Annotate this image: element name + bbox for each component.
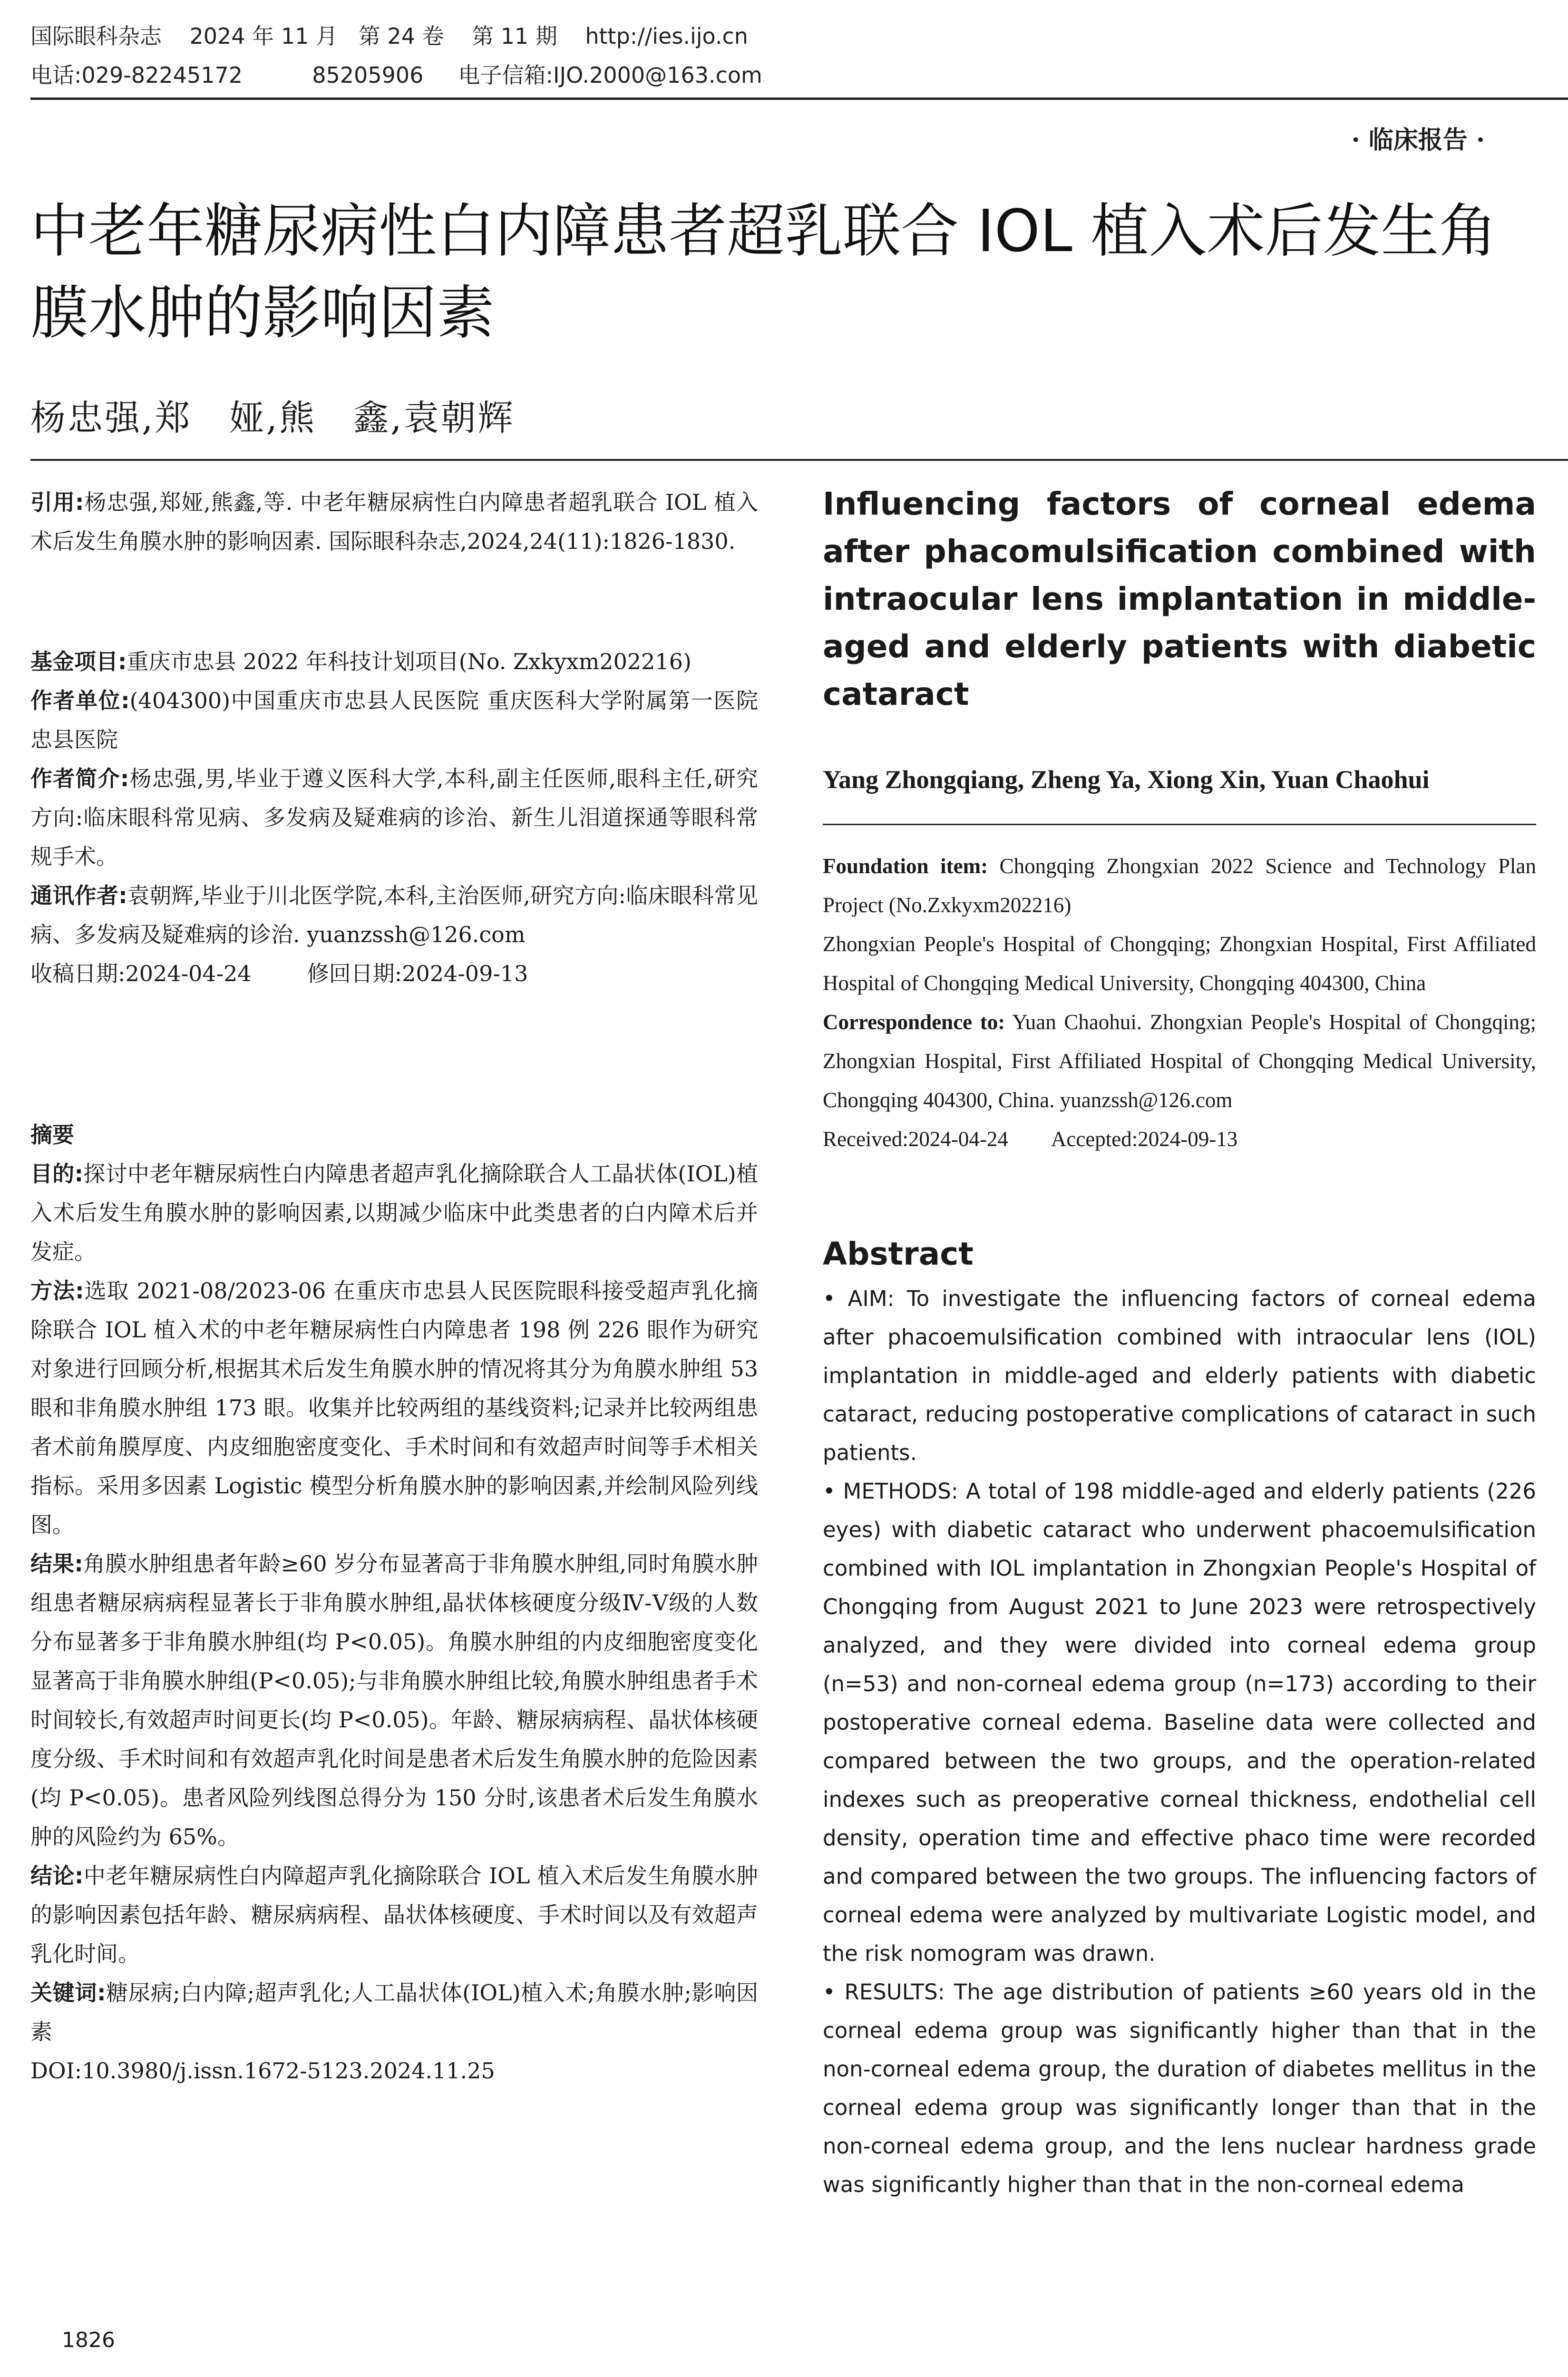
cn-aim-text: 探讨中老年糖尿病性白内障患者超声乳化摘除联合人工晶状体(IOL)植入术后发生角膜水肿的影响因素,以期减少临床中此类患者的白内障术后并发症。 (30, 1161, 758, 1265)
cn-keywords-text: 糖尿病;白内障;超声乳化;人工晶状体(IOL)植入术;角膜水肿;影响因素 (30, 1980, 758, 2045)
en-methods (823, 1472, 1536, 1973)
cn-methods-label: 方法: (30, 1278, 84, 1304)
cn-aim-label: 目的: (30, 1161, 83, 1187)
bio-label: 作者简介: (30, 766, 129, 791)
citation-text: 杨忠强,郑娅,熊鑫,等. 中老年糖尿病性白内障患者超乳联合 IOL 植入术后发生角膜水肿的影响因素. 国际眼科杂志,2024,24(11):1826-1830. (30, 489, 758, 554)
en-received: Received:2024-04-24 (823, 1127, 1008, 1151)
revised-date: 修回日期:2024-09-13 (307, 961, 528, 986)
fund-label: 基金项目: (30, 649, 127, 674)
doi: DOI:10.3980/j.issn.1672-5123.2024.11.25 (30, 2058, 495, 2084)
en-dates (823, 1120, 1536, 1159)
citation (30, 483, 758, 561)
cn-meta-block (30, 483, 758, 561)
cn-keywords-label: 关键词: (30, 1980, 106, 2006)
en-aim (823, 1279, 1536, 1472)
cn-keywords (30, 1973, 758, 2051)
en-aim-text: To investigate the influencing factors of corneal edema after phacoemulsification combined with intraocular lens (IOL) implantation in middle-aged and elderly patients with diabetic cataract, reducing postoperative complications of cataract in such patients. (823, 1286, 1536, 1465)
received-date: 收稿日期:2024-04-24 (30, 961, 252, 986)
unit-text: (404300)中国重庆市忠县人民医院 重庆医科大学附属第一医院忠县医院 (30, 688, 758, 752)
cn-methods (30, 1271, 758, 1544)
corr-text: 袁朝辉,毕业于川北医学院,本科,主治医师,研究方向:临床眼科常见病、多发病及疑难病的诊治. yuanzssh@126.com (30, 883, 758, 947)
cn-results (30, 1544, 758, 1856)
english-authors: Yang Zhongqiang, Zheng Ya, Xiong Xin, Yuan Chaohui (823, 765, 1430, 794)
cn-info-block (30, 642, 758, 993)
section-tag: · 临床报告 · (1351, 126, 1485, 155)
corr (30, 876, 758, 954)
cn-conclusion-label: 结论: (30, 1863, 84, 1889)
en-meta-block (823, 847, 1536, 1159)
en-foundation-label: Foundation item: (823, 854, 988, 878)
en-results (823, 1973, 1536, 2204)
cn-methods-text: 选取 2021-08/2023-06 在重庆市忠县人民医院眼科接受超声乳化摘除联合 IOL 植入术的中老年糖尿病性白内障患者 198 例 226 眼作为研究对象进行回顾分析,根据其术后发生角膜水肿的情况将其分为角膜水肿组 53 眼和非角膜水肿组 173 眼。收集并比较两组的基线资料;记录并比较两组患者术前角膜厚度、内皮细胞密度变化、手术时间和有效超声时间等手术相关指标。采用多因素 Logistic 模型分析角膜水肿的影响因素,并绘制风险列线图。 (30, 1278, 758, 1538)
authors-rule (823, 824, 1536, 825)
fund-text: 重庆市忠县 2022 年科技计划项目(No. Zxkyxm202216) (127, 649, 691, 674)
en-aim-label: • AIM: (823, 1286, 895, 1311)
journal-header-line1: 国际眼科杂志 2024 年 11 月 第 24 卷 第 11 期 http://ies.ijo.cn (30, 23, 748, 49)
en-foundation-text: Chongqing Zhongxian 2022 Science and Technology Plan Project (No.Zxkyxm202216) (823, 854, 1536, 917)
en-accepted: Accepted:2024-09-13 (1051, 1127, 1238, 1151)
fund (30, 642, 758, 681)
en-methods-label: • METHODS: (823, 1479, 958, 1504)
cn-results-text: 角膜水肿组患者年龄≥60 岁分布显著高于非角膜水肿组,同时角膜水肿组患者糖尿病病程显著长于非角膜水肿组,晶状体核硬度分级Ⅳ-Ⅴ级的人数分布显著多于非角膜水肿组(均 P<0.05)。角膜水肿组的内皮细胞密度变化显著高于非角膜水肿组(P<0.05);与非角膜水肿组比较,角膜水肿组患者手术时间较长,有效超声时间更长(均 P<0.05)。年龄、糖尿病病程、晶状体核硬度分级、手术时间和有效超声乳化时间是患者术后发生角膜水肿的危险因素(均 P<0.05)。患者风险列线图总得分为 150 分时,该患者术后发生角膜水肿的风险约为 65%。 (30, 1551, 758, 1850)
bio (30, 759, 758, 876)
article-title: 中老年糖尿病性白内障患者超乳联合 IOL 植入术后发生角膜水肿的影响因素 (30, 197, 1497, 347)
en-title-block (823, 480, 1536, 718)
en-correspondence (823, 1003, 1536, 1120)
author-list: 杨忠强,郑 娅,熊 鑫,袁朝辉 (30, 398, 515, 438)
en-foundation (823, 847, 1536, 925)
dates (30, 954, 758, 993)
en-results-label: • RESULTS: (823, 1979, 945, 2005)
cn-conclusion-text: 中老年糖尿病性白内障超声乳化摘除联合 IOL 植入术后发生角膜水肿的影响因素包括年龄、糖尿病病程、晶状体核硬度、手术时间以及有效超声乳化时间。 (30, 1863, 758, 1967)
journal-header-line2: 电话:029-82245172 85205906 电子信箱:IJO.2000@163.com (30, 62, 762, 88)
en-abstract (823, 1279, 1536, 2204)
bio-text: 杨忠强,男,毕业于遵义医科大学,本科,副主任医师,眼科主任,研究方向:临床眼科常见病、多发病及疑难病的诊治、新生儿泪道探通等眼科常规手术。 (30, 766, 758, 869)
cn-abstract-heading: 摘要 (30, 1122, 74, 1148)
citation-label: 引用: (30, 489, 84, 515)
corr-label: 通讯作者: (30, 883, 127, 908)
en-results-text: The age distribution of patients ≥60 years old in the corneal edema group was significantly higher than that in the non-corneal edema group, the duration of diabetes mellitus in the corneal edema group was significantly longer than that in the non-corneal edema group, and the lens nuclear hardness grade was significantly higher than that in the non-corneal edema (823, 1979, 1536, 2197)
cn-results-label: 结果: (30, 1551, 83, 1577)
cn-abstract (30, 1115, 758, 2090)
title-rule (30, 459, 1568, 461)
en-methods-text: A total of 198 middle-aged and elderly patients (226 eyes) with diabetic cataract who underwent phacoemulsification combined with IOL implantation in Zhongxian People's Hospital of Chongqing from August 2021 to June 2023 were retrospectively analyzed, and they were divided into corneal edema group (n=53) and non-corneal edema group (n=173) according to their postoperative corneal edema. Baseline data were collected and compared between the two groups, and the operation-related indexes such as preoperative corneal thickness, endothelial cell density, operation time and effective phaco time were recorded and compared between the two groups. The influencing factors of corneal edema were analyzed by multivariate Logistic model, and the risk nomogram was drawn. (823, 1479, 1536, 1966)
en-corr-label: Correspondence to: (823, 1010, 1005, 1034)
en-affiliation: Zhongxian People's Hospital of Chongqing; Zhongxian Hospital, First Affiliated Hospital of Chongqing Medical University, Chongqing 404300, China (823, 932, 1536, 995)
en-abstract-heading: Abstract (823, 1236, 974, 1272)
cn-aim (30, 1154, 758, 1271)
unit (30, 681, 758, 759)
unit-label: 作者单位: (30, 688, 130, 713)
english-title: Influencing factors of corneal edema after phacomulsification combined with intraocular lens implantation in middle-aged and elderly patients with diabetic cataract (823, 486, 1536, 712)
header-rule (30, 97, 1568, 100)
en-corr-text: Yuan Chaohui. Zhongxian People's Hospital of Chongqing; Zhongxian Hospital, First Affiliated Hospital of Chongqing Medical University, Chongqing 404300, China. yuanzssh@126.com (823, 1010, 1536, 1112)
cn-conclusion (30, 1856, 758, 1973)
page-number: 1826 (62, 2328, 115, 2352)
